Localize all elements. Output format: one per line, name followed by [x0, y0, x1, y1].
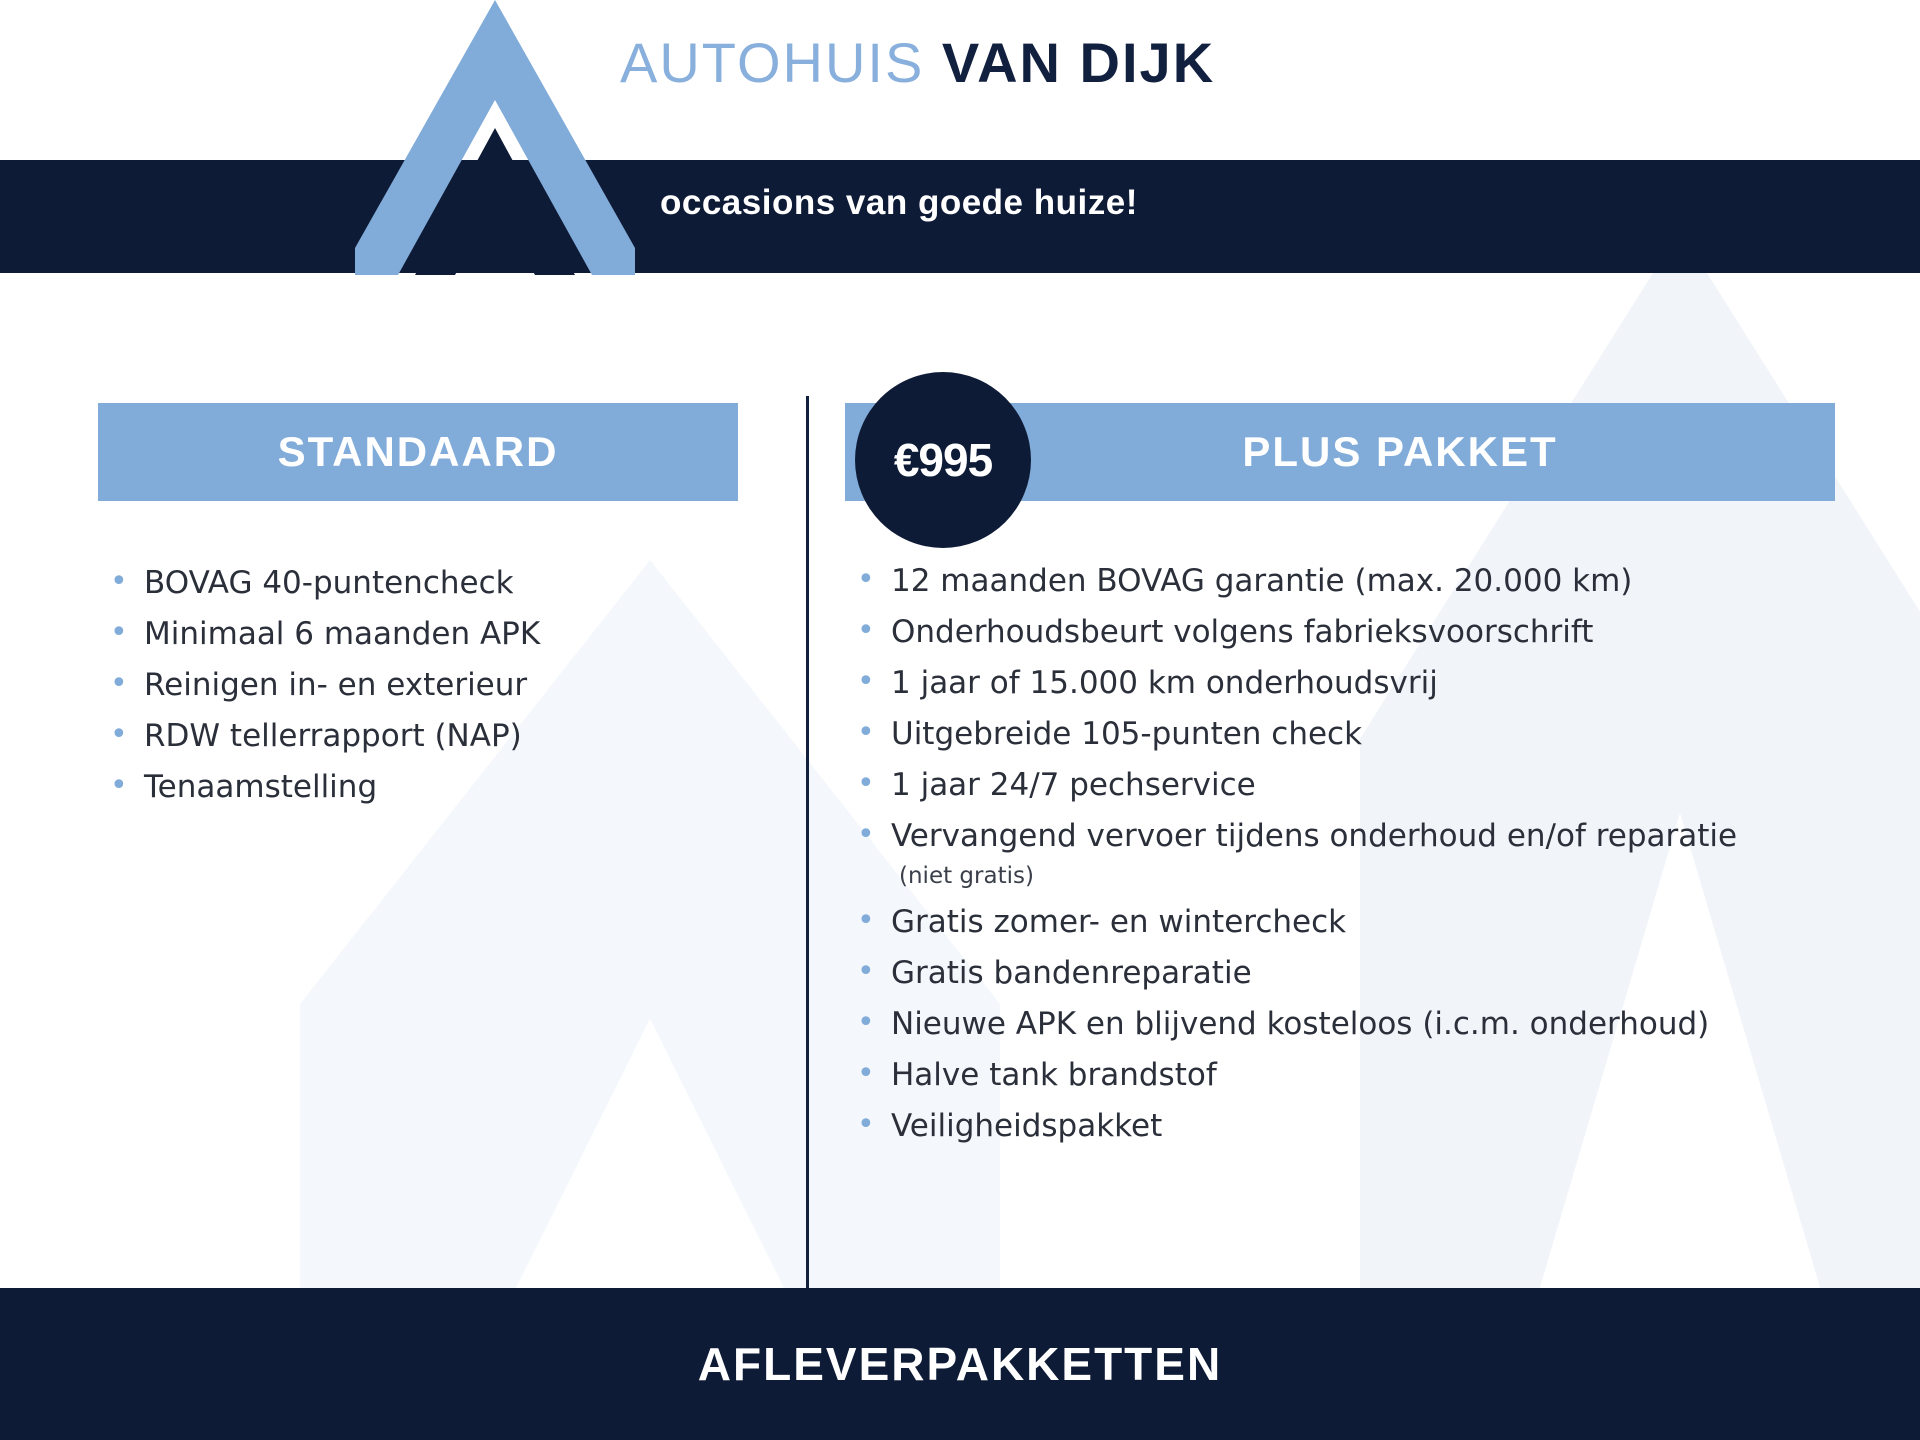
footer — [0, 1288, 1920, 1440]
list-item: • Onderhoudsbeurt volgens fabrieksvoorschrift — [845, 610, 1835, 654]
list-item: • Gratis zomer- en wintercheck — [845, 900, 1835, 944]
list-item-text: Vervangend vervoer tijdens onderhoud en/of reparatie — [891, 818, 1738, 855]
list-item: • Gratis bandenreparatie — [845, 951, 1835, 995]
list-item: • 1 jaar of 15.000 km onderhoudsvrij — [845, 661, 1835, 705]
standaard-band — [98, 403, 738, 501]
footer-title: AFLEVERPAKKETTEN — [697, 1338, 1223, 1390]
list-item: • Halve tank brandstof — [845, 1053, 1835, 1097]
brand-title-dark: VAN DIJK — [941, 31, 1216, 94]
list-item-subnote: (niet gratis) — [899, 863, 1034, 890]
column-standaard — [98, 403, 738, 816]
price-badge — [855, 372, 1031, 548]
list-item: • Minimaal 6 maanden APK — [98, 612, 738, 656]
standaard-title: STANDAARD — [277, 428, 559, 475]
tagline-text: occasions van goede huize! — [660, 183, 1138, 222]
standaard-feature-list — [98, 561, 738, 809]
list-item: • Veiligheidspakket — [845, 1104, 1835, 1148]
list-item: • 12 maanden BOVAG garantie (max. 20.000 km) — [845, 559, 1835, 603]
plus-feature-list — [845, 559, 1835, 1148]
chevron-logo-icon — [355, 0, 635, 275]
brand-title-light: AUTOHUIS — [620, 31, 925, 94]
list-item: • Nieuwe APK en blijvend kosteloos (i.c.m. onderhoud) — [845, 1002, 1835, 1046]
list-item: • Reinigen in- en exterieur — [98, 663, 738, 707]
list-item: • Tenaamstelling — [98, 765, 738, 809]
list-item: • Uitgebreide 105-punten check — [845, 712, 1835, 756]
plus-title: PLUS PAKKET — [1242, 428, 1558, 475]
brand-title — [620, 30, 1215, 95]
list-item — [845, 814, 1835, 893]
header — [0, 0, 1920, 160]
list-item: • BOVAG 40-puntencheck — [98, 561, 738, 605]
list-item: • 1 jaar 24/7 pechservice — [845, 763, 1835, 807]
column-divider — [806, 396, 809, 1440]
price-badge-value: €995 — [893, 434, 993, 486]
list-item: • RDW tellerrapport (NAP) — [98, 714, 738, 758]
